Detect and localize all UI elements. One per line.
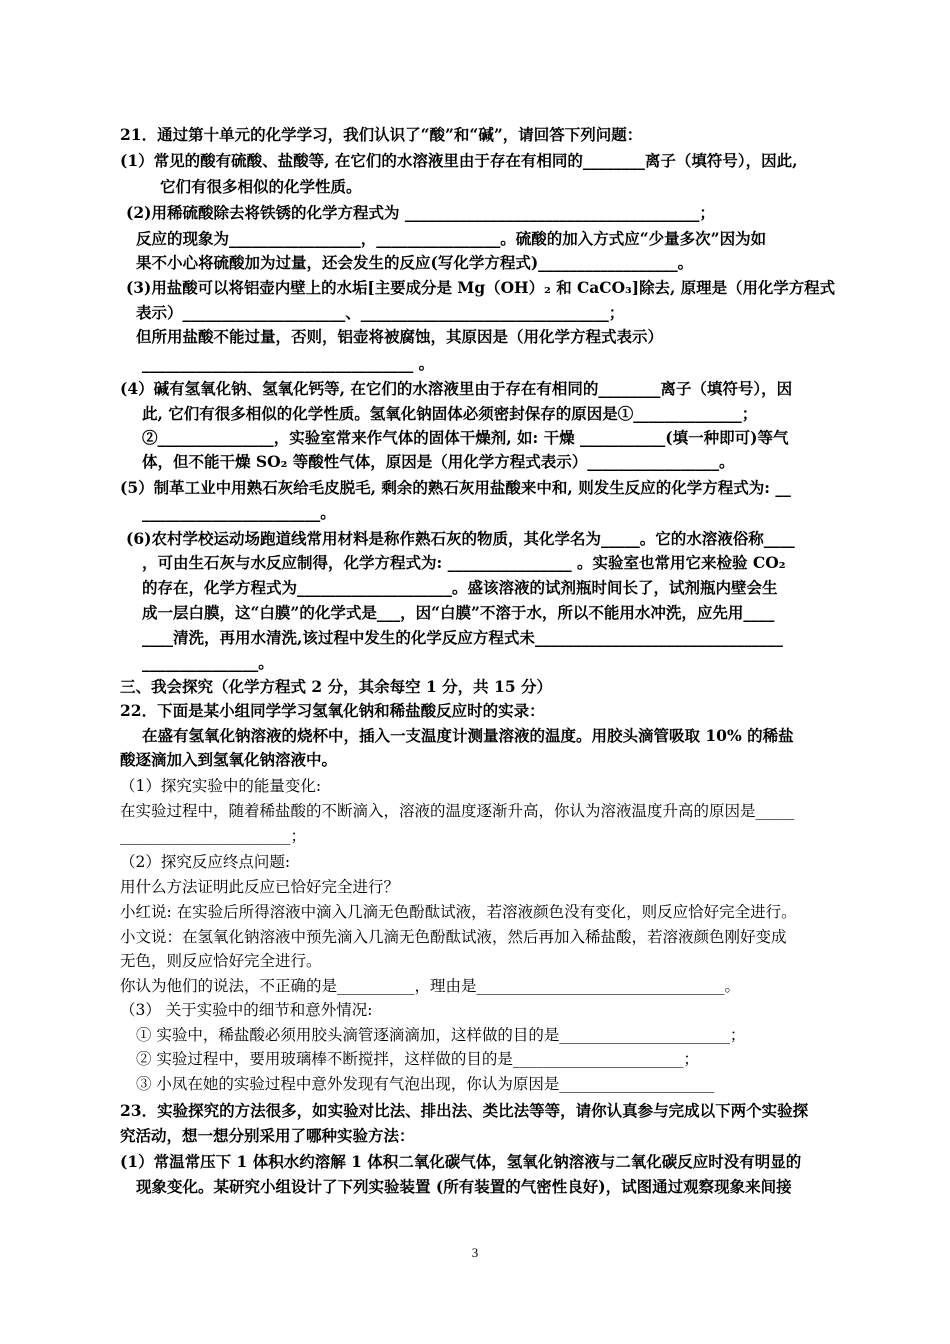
q21-part3-line4: ___________________________________ 。	[142, 354, 435, 373]
q23-title-line2: 究活动，想一想分别采用了哪种实验方法：	[120, 1126, 415, 1145]
q21-part3-line2: 表示）_____________________、________________________________；	[136, 303, 625, 322]
q21-part6-line2: ，可由生石灰与水反应制得，化学方程式为: ________________ 。实验室也常用它来检验 CO₂	[142, 553, 786, 572]
q21-part6: (6)农村学校运动场跑道线常用材料是称作熟石灰的物质，其化学名为_____。它的水溶液俗称____	[126, 529, 795, 548]
q22-part1-line2: ______________________；	[120, 827, 307, 845]
q22-part1: 在实验过程中，随着稀盐酸的不断滴入，溶液的温度逐渐升高，你认为溶液温度升高的原因是_____	[120, 802, 795, 820]
q22-intro-line2: 酸逐滴加入到氢氧化钠溶液中。	[120, 750, 338, 769]
q21-part3: (3)用盐酸可以将铝壶内壁上的水垢[主要成分是 Mg（OH）₂ 和 CaCO₃]除去, 原理是（用化学方程式	[126, 278, 836, 297]
q21-part3-line3: 但所用盐酸不能过量，否则，铝壶将被腐蚀，其原因是（用化学方程式表示）	[136, 327, 664, 346]
q21-part1: (1）常见的酸有硫酸、盐酸等, 在它们的水溶液里由于存在有相同的________离子（填符号），因此,	[120, 151, 798, 170]
q21-part5: (5）制革工业中用熟石灰给毛皮脱毛, 剩余的熟石灰用盐酸来中和, 则发生反应的化学方程式为: __	[120, 478, 791, 497]
q21-part2-line2: 反应的现象为_________________，________________。硫酸的加入方式应“少量多次”因为如	[136, 229, 767, 248]
q21-part6-line6: _______________。	[142, 653, 274, 672]
q22-part3-item1: ① 实验中，稀盐酸必须用胶头滴管逐滴滴加，这样做的目的是______________________；	[136, 1026, 746, 1044]
q21-part4: (4）碱有氢氧化钠、氢氧化钙等, 在它们的水溶液里由于存在有相同的________离子（填符号），因	[120, 379, 793, 398]
q21-title: 21．通过第十单元的化学学习，我们认识了“酸”和“碱”，请回答下列问题：	[120, 125, 643, 144]
q22-part3-item2: ② 实验过程中，要用玻璃棒不断搅拌，这样做的目的是______________________；	[136, 1050, 699, 1068]
section-3-heading: 三、我会探究（化学方程式 2 分，其余每空 1 分，共 15 分）	[120, 677, 553, 696]
q21-part6-line5: ____清洗，再用水清洗,该过程中发生的化学反应方程式未________________________________	[142, 628, 783, 647]
q23-title: 23．实验探究的方法很多，如实验对比法、排出法、类比法等等，请你认真参与完成以下两个实验探	[120, 1101, 809, 1120]
q22-part3-heading: （3） 关于实验中的细节和意外情况:	[120, 1001, 373, 1019]
q22-part2-heading: （2）探究反应终点问题:	[120, 853, 291, 871]
q21-part6-line4: 成一层白膜，这“白膜”的化学式是___，因“白膜”不溶于水，所以不能用水冲洗，应先用____	[142, 603, 775, 622]
q22-intro: 在盛有氢氧化钠溶液的烧杯中，插入一支温度计测量溶液的温度。用胶头滴管吸取 10% 的稀盐	[142, 726, 794, 745]
q23-part1: (1）常温常压下 1 体积水约溶解 1 体积二氧化碳气体，氢氧化钠溶液与二氧化碳反应时没有明显的	[120, 1152, 802, 1171]
q21-part6-line3: 的存在，化学方程式为____________________。盛该溶液的试剂瓶时间长了，试剂瓶内壁会生	[142, 578, 778, 597]
q22-part2-question: 用什么方法证明此反应已恰好完全进行？	[120, 878, 400, 896]
q22-part2-xiaowen: 小文说：在氢氧化钠溶液中预先滴入几滴无色酚酞试液，然后再加入稀盐酸，若溶液颜色刚好变成	[120, 928, 787, 946]
q22-part2-answer: 你认为他们的说法，不正确的是__________，理由是________________________________。	[120, 977, 741, 995]
q21-part4-line2: 此, 它们有很多相似的化学性质。氢氧化钠固体必须密封保存的原因是①______________；	[142, 404, 758, 423]
q22-part2-xiaohong: 小红说: 在实验后所得溶液中滴入几滴无色酚酞试液，若溶液颜色没有变化，则反应恰好完全进行。	[120, 903, 797, 921]
q21-part2: (2)用稀硫酸除去将铁锈的化学方程式为 ______________________________________；	[126, 203, 715, 222]
q22-title: 22．下面是某小组同学学习氢氧化钠和稀盐酸反应时的实录：	[120, 701, 545, 720]
page-number: 3	[471, 1245, 479, 1260]
q23-part1-line2: 现象变化。某研究小组设计了下列实验装置 (所有装置的气密性良好)，试图通过观察现象来间接	[136, 1177, 792, 1196]
q21-part4-line3: ②_______________，实验室常来作气体的固体干燥剂, 如: 干燥 ___________(填一种即可)等气	[142, 428, 789, 447]
q21-part1-cont: 它们有很多相似的化学性质。	[160, 177, 362, 196]
q21-part5-line2: _______________________。	[142, 503, 336, 522]
q21-part2-line3: 果不小心将硫酸加为过量，还会发生的反应(写化学方程式)__________________。	[136, 253, 694, 272]
q21-part4-line4: 体，但不能干燥 SO₂ 等酸性气体，原因是（用化学方程式表示）_________________。	[142, 452, 735, 471]
q22-part3-item3: ③ 小凤在她的实验过程中意外发现有气泡出现，你认为原因是____________________	[136, 1075, 715, 1093]
q22-part1-heading: （1）探究实验中的能量变化:	[120, 777, 322, 795]
q22-part2-xiaowen-cont: 无色，则反应恰好完全进行。	[120, 952, 322, 970]
